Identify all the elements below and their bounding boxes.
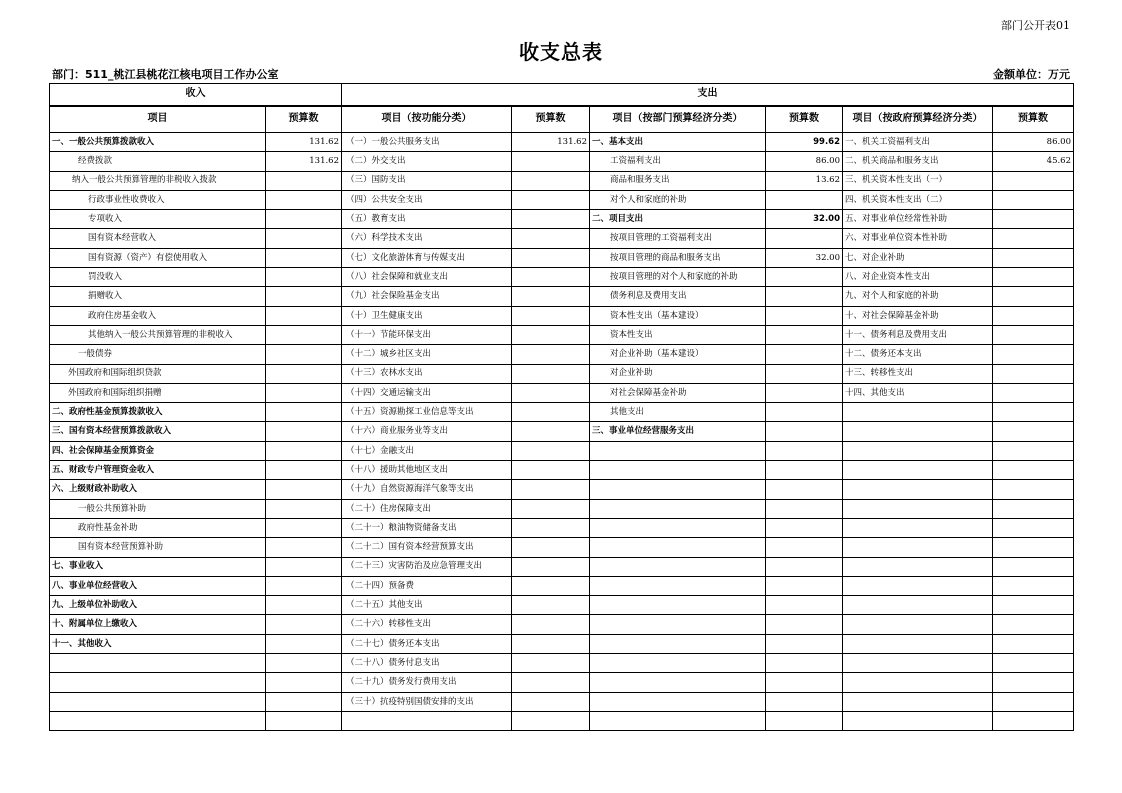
gov-econ-budget-cell (993, 210, 1074, 229)
income-budget-cell (266, 345, 342, 364)
dept-econ-item-cell: 对企业补助 (590, 364, 766, 383)
income-item-cell: 七、事业收入 (50, 557, 266, 576)
dept-econ-item-cell: 其他支出 (590, 403, 766, 422)
func-budget-cell (512, 190, 590, 209)
func-budget-cell (512, 596, 590, 615)
func-budget-cell (512, 403, 590, 422)
income-item-cell: 其他纳入一般公共预算管理的非税收入 (50, 325, 266, 344)
dept-econ-item-cell (590, 576, 766, 595)
dept-econ-item-cell (590, 673, 766, 692)
col-header-budget: 预算数 (512, 106, 590, 133)
gov-econ-budget-cell (993, 345, 1074, 364)
func-budget-cell (512, 461, 590, 480)
dept-econ-budget-cell (766, 364, 843, 383)
gov-econ-budget-cell (993, 538, 1074, 557)
func-item-cell: （九）社会保险基金支出 (342, 287, 512, 306)
gov-econ-budget-cell (993, 287, 1074, 306)
dept-econ-budget-cell (766, 190, 843, 209)
dept-econ-budget-cell (766, 692, 843, 711)
func-item-cell: （三）国防支出 (342, 171, 512, 190)
dept-econ-budget-cell (766, 538, 843, 557)
gov-econ-item-cell: 十三、转移性支出 (843, 364, 993, 383)
dept-econ-budget-cell (766, 422, 843, 441)
gov-econ-item-cell (843, 654, 993, 673)
income-item-cell (50, 692, 266, 711)
func-budget-cell (512, 576, 590, 595)
income-budget-cell (266, 480, 342, 499)
table-row (50, 152, 1074, 171)
dept-econ-budget-cell (766, 287, 843, 306)
gov-econ-budget-cell (993, 499, 1074, 518)
gov-econ-budget-cell (993, 596, 1074, 615)
table-row (50, 171, 1074, 190)
gov-econ-item-cell (843, 422, 993, 441)
dept-econ-item-cell: 按项目管理的工资福利支出 (590, 229, 766, 248)
func-item-cell: （十七）金融支出 (342, 441, 512, 460)
dept-econ-item-cell: 对个人和家庭的补助 (590, 190, 766, 209)
income-budget-cell (266, 711, 342, 730)
gov-econ-budget-cell (993, 461, 1074, 480)
col-header-item-dept-econ: 项目（按部门预算经济分类） (590, 106, 766, 133)
dept-econ-item-cell (590, 692, 766, 711)
table-row (50, 538, 1074, 557)
dept-econ-item-cell (590, 654, 766, 673)
income-item-cell (50, 673, 266, 692)
func-budget-cell (512, 615, 590, 634)
func-item-cell: （三十）抗疫特别国债安排的支出 (342, 692, 512, 711)
form-code: 部门公开表01 (1001, 19, 1070, 32)
gov-econ-item-cell: 四、机关资本性支出（二） (843, 190, 993, 209)
gov-econ-item-cell: 八、对企业资本性支出 (843, 268, 993, 287)
income-item-cell: 捐赠收入 (50, 287, 266, 306)
gov-econ-budget-cell (993, 248, 1074, 267)
dept-econ-item-cell (590, 596, 766, 615)
dept-econ-item-cell: 一、基本支出 (590, 133, 766, 152)
income-item-cell (50, 711, 266, 730)
expenditure-header: 支出 (342, 84, 1074, 106)
table-row (50, 441, 1074, 460)
dept-econ-budget-cell (766, 268, 843, 287)
table-row (50, 654, 1074, 673)
income-budget-cell (266, 538, 342, 557)
gov-econ-budget-cell (993, 557, 1074, 576)
income-item-cell: 四、社会保障基金预算资金 (50, 441, 266, 460)
dept-econ-item-cell (590, 461, 766, 480)
col-header-item-gov-econ: 项目（按政府预算经济分类） (843, 106, 993, 133)
func-budget-cell (512, 422, 590, 441)
income-item-cell: 经费拨款 (50, 152, 266, 171)
gov-econ-budget-cell (993, 518, 1074, 537)
gov-econ-budget-cell (993, 711, 1074, 730)
table-row (50, 287, 1074, 306)
dept-econ-item-cell: 对企业补助（基本建设） (590, 345, 766, 364)
dept-econ-budget-cell (766, 306, 843, 325)
income-item-cell: 国有资本经营预算补助 (50, 538, 266, 557)
income-budget-cell (266, 306, 342, 325)
budget-summary-table (49, 83, 1074, 731)
func-budget-cell (512, 229, 590, 248)
func-budget-cell (512, 248, 590, 267)
gov-econ-budget-cell (993, 576, 1074, 595)
header-row-columns (50, 106, 1074, 133)
income-budget-cell (266, 461, 342, 480)
dept-econ-item-cell: 对社会保障基金补助 (590, 383, 766, 402)
table-row (50, 248, 1074, 267)
func-budget-cell (512, 499, 590, 518)
func-item-cell: （十）卫生健康支出 (342, 306, 512, 325)
income-item-cell (50, 654, 266, 673)
gov-econ-budget-cell (993, 306, 1074, 325)
func-item-cell: （八）社会保障和就业支出 (342, 268, 512, 287)
dept-econ-item-cell: 资本性支出 (590, 325, 766, 344)
income-item-cell: 纳入一般公共预算管理的非税收入拨款 (50, 171, 266, 190)
func-item-cell: （十一）节能环保支出 (342, 325, 512, 344)
income-item-cell: 二、政府性基金预算拨款收入 (50, 403, 266, 422)
table-row (50, 364, 1074, 383)
gov-econ-budget-cell (993, 654, 1074, 673)
table-row (50, 325, 1074, 344)
dept-econ-budget-cell: 99.62 (766, 133, 843, 152)
func-budget-cell (512, 654, 590, 673)
gov-econ-budget-cell (993, 634, 1074, 653)
department-label: 部门：511_桃江县桃花江核电项目工作办公室 (52, 68, 279, 81)
dept-econ-item-cell: 三、事业单位经营服务支出 (590, 422, 766, 441)
func-item-cell: （七）文化旅游体育与传媒支出 (342, 248, 512, 267)
gov-econ-budget-cell (993, 441, 1074, 460)
income-item-cell: 六、上级财政补助收入 (50, 480, 266, 499)
gov-econ-item-cell (843, 557, 993, 576)
dept-econ-budget-cell (766, 615, 843, 634)
table-row (50, 403, 1074, 422)
func-budget-cell (512, 383, 590, 402)
func-budget-cell (512, 171, 590, 190)
dept-econ-item-cell: 按项目管理的商品和服务支出 (590, 248, 766, 267)
func-item-cell: （二十八）债务付息支出 (342, 654, 512, 673)
func-item-cell: （二十一）粮油物资储备支出 (342, 518, 512, 537)
gov-econ-item-cell (843, 518, 993, 537)
table-row (50, 229, 1074, 248)
dept-econ-budget-cell: 32.00 (766, 248, 843, 267)
dept-econ-budget-cell (766, 461, 843, 480)
gov-econ-item-cell (843, 538, 993, 557)
dept-econ-item-cell (590, 499, 766, 518)
dept-econ-budget-cell (766, 654, 843, 673)
income-budget-cell (266, 268, 342, 287)
func-item-cell: （二十五）其他支出 (342, 596, 512, 615)
income-item-cell: 五、财政专户管理资金收入 (50, 461, 266, 480)
gov-econ-item-cell (843, 615, 993, 634)
table-row (50, 383, 1074, 402)
gov-econ-item-cell: 一、机关工资福利支出 (843, 133, 993, 152)
gov-econ-item-cell (843, 480, 993, 499)
table-row (50, 190, 1074, 209)
func-budget-cell (512, 673, 590, 692)
gov-econ-item-cell (843, 441, 993, 460)
dept-econ-item-cell: 工资福利支出 (590, 152, 766, 171)
income-item-cell: 八、事业单位经营收入 (50, 576, 266, 595)
income-budget-cell (266, 171, 342, 190)
income-budget-cell (266, 596, 342, 615)
table-row (50, 634, 1074, 653)
dept-econ-budget-cell (766, 596, 843, 615)
func-item-cell: （十六）商业服务业等支出 (342, 422, 512, 441)
dept-econ-budget-cell: 32.00 (766, 210, 843, 229)
func-item-cell: （二十七）债务还本支出 (342, 634, 512, 653)
gov-econ-budget-cell (993, 403, 1074, 422)
func-budget-cell (512, 287, 590, 306)
table-row (50, 306, 1074, 325)
gov-econ-item-cell (843, 576, 993, 595)
dept-econ-budget-cell (766, 673, 843, 692)
income-budget-cell (266, 248, 342, 267)
income-item-cell: 外国政府和国际组织捐赠 (50, 383, 266, 402)
table-row (50, 557, 1074, 576)
dept-econ-budget-cell (766, 557, 843, 576)
col-header-budget: 预算数 (266, 106, 342, 133)
dept-econ-item-cell: 按项目管理的对个人和家庭的补助 (590, 268, 766, 287)
dept-econ-item-cell (590, 441, 766, 460)
col-header-item-func: 项目（按功能分类） (342, 106, 512, 133)
func-item-cell: （二十六）转移性支出 (342, 615, 512, 634)
income-item-cell: 一、一般公共预算拨款收入 (50, 133, 266, 152)
gov-econ-item-cell (843, 403, 993, 422)
gov-econ-budget-cell (993, 422, 1074, 441)
table-row (50, 422, 1074, 441)
func-budget-cell (512, 441, 590, 460)
income-budget-cell (266, 210, 342, 229)
func-item-cell: （二十四）预备费 (342, 576, 512, 595)
func-budget-cell (512, 711, 590, 730)
table-row (50, 499, 1074, 518)
table-row (50, 345, 1074, 364)
gov-econ-budget-cell (993, 325, 1074, 344)
income-header: 收入 (50, 84, 342, 106)
gov-econ-budget-cell: 86.00 (993, 133, 1074, 152)
gov-econ-item-cell: 九、对个人和家庭的补助 (843, 287, 993, 306)
gov-econ-budget-cell (993, 480, 1074, 499)
func-item-cell: （十五）资源勘探工业信息等支出 (342, 403, 512, 422)
gov-econ-item-cell: 十四、其他支出 (843, 383, 993, 402)
func-item-cell: （一）一般公共服务支出 (342, 133, 512, 152)
gov-econ-budget-cell (993, 268, 1074, 287)
dept-econ-item-cell (590, 634, 766, 653)
gov-econ-item-cell: 十二、债务还本支出 (843, 345, 993, 364)
income-budget-cell (266, 287, 342, 306)
income-budget-cell (266, 499, 342, 518)
func-item-cell: （二十二）国有资本经营预算支出 (342, 538, 512, 557)
table-row (50, 133, 1074, 152)
income-item-cell: 政府性基金补助 (50, 518, 266, 537)
col-header-budget: 预算数 (993, 106, 1074, 133)
income-item-cell: 专项收入 (50, 210, 266, 229)
table-row (50, 480, 1074, 499)
income-item-cell: 国有资源（资产）有偿使用收入 (50, 248, 266, 267)
gov-econ-budget-cell (993, 190, 1074, 209)
unit-label: 金额单位：万元 (993, 68, 1070, 81)
gov-econ-budget-cell (993, 364, 1074, 383)
dept-econ-item-cell (590, 538, 766, 557)
func-item-cell: （十九）自然资源海洋气象等支出 (342, 480, 512, 499)
table-row (50, 518, 1074, 537)
dept-econ-item-cell: 资本性支出（基本建设） (590, 306, 766, 325)
income-budget-cell (266, 615, 342, 634)
income-item-cell: 罚没收入 (50, 268, 266, 287)
func-item-cell: （二十）住房保障支出 (342, 499, 512, 518)
col-header-item: 项目 (50, 106, 266, 133)
table-row (50, 711, 1074, 730)
gov-econ-budget-cell (993, 383, 1074, 402)
income-item-cell: 三、国有资本经营预算拨款收入 (50, 422, 266, 441)
func-budget-cell: 131.62 (512, 133, 590, 152)
dept-econ-budget-cell (766, 499, 843, 518)
income-budget-cell (266, 692, 342, 711)
gov-econ-budget-cell (993, 692, 1074, 711)
gov-econ-item-cell (843, 596, 993, 615)
income-item-cell: 行政事业性收费收入 (50, 190, 266, 209)
gov-econ-item-cell (843, 692, 993, 711)
gov-econ-budget-cell (993, 171, 1074, 190)
table-row (50, 596, 1074, 615)
func-item-cell: （四）公共安全支出 (342, 190, 512, 209)
func-item-cell: （五）教育支出 (342, 210, 512, 229)
dept-econ-item-cell: 债务利息及费用支出 (590, 287, 766, 306)
gov-econ-item-cell: 二、机关商品和服务支出 (843, 152, 993, 171)
dept-econ-budget-cell (766, 480, 843, 499)
income-budget-cell (266, 403, 342, 422)
gov-econ-budget-cell (993, 615, 1074, 634)
income-budget-cell (266, 325, 342, 344)
func-budget-cell (512, 364, 590, 383)
func-item-cell: （十二）城乡社区支出 (342, 345, 512, 364)
func-item-cell: （六）科学技术支出 (342, 229, 512, 248)
income-item-cell: 十、附属单位上缴收入 (50, 615, 266, 634)
gov-econ-item-cell (843, 461, 993, 480)
income-item-cell: 一般公共预算补助 (50, 499, 266, 518)
dept-econ-item-cell (590, 518, 766, 537)
income-budget-cell (266, 654, 342, 673)
dept-econ-budget-cell (766, 325, 843, 344)
func-item-cell: （十八）援助其他地区支出 (342, 461, 512, 480)
dept-econ-item-cell (590, 480, 766, 499)
dept-econ-item-cell (590, 711, 766, 730)
dept-econ-item-cell: 商品和服务支出 (590, 171, 766, 190)
income-budget-cell (266, 190, 342, 209)
func-budget-cell (512, 345, 590, 364)
gov-econ-item-cell (843, 711, 993, 730)
income-budget-cell (266, 422, 342, 441)
table-row (50, 615, 1074, 634)
func-item-cell: （二十九）债务发行费用支出 (342, 673, 512, 692)
gov-econ-budget-cell (993, 229, 1074, 248)
income-budget-cell (266, 364, 342, 383)
dept-econ-item-cell: 二、项目支出 (590, 210, 766, 229)
gov-econ-item-cell: 五、对事业单位经常性补助 (843, 210, 993, 229)
income-budget-cell (266, 634, 342, 653)
dept-econ-budget-cell (766, 441, 843, 460)
income-budget-cell: 131.62 (266, 133, 342, 152)
dept-econ-budget-cell (766, 518, 843, 537)
dept-econ-budget-cell (766, 229, 843, 248)
gov-econ-budget-cell (993, 673, 1074, 692)
col-header-budget: 预算数 (766, 106, 843, 133)
dept-econ-budget-cell (766, 634, 843, 653)
income-item-cell: 国有资本经营收入 (50, 229, 266, 248)
func-budget-cell (512, 518, 590, 537)
income-item-cell: 政府住房基金收入 (50, 306, 266, 325)
gov-econ-item-cell: 七、对企业补助 (843, 248, 993, 267)
income-budget-cell: 131.62 (266, 152, 342, 171)
func-item-cell (342, 711, 512, 730)
table-row (50, 576, 1074, 595)
dept-econ-budget-cell: 86.00 (766, 152, 843, 171)
income-budget-cell (266, 557, 342, 576)
income-item-cell: 九、上级单位补助收入 (50, 596, 266, 615)
dept-econ-budget-cell (766, 711, 843, 730)
func-budget-cell (512, 692, 590, 711)
dept-econ-budget-cell (766, 345, 843, 364)
income-budget-cell (266, 383, 342, 402)
gov-econ-item-cell: 十、对社会保障基金补助 (843, 306, 993, 325)
func-budget-cell (512, 268, 590, 287)
dept-econ-item-cell (590, 615, 766, 634)
func-budget-cell (512, 325, 590, 344)
func-budget-cell (512, 557, 590, 576)
header-row-group (50, 84, 1074, 106)
func-budget-cell (512, 480, 590, 499)
dept-econ-budget-cell: 13.62 (766, 171, 843, 190)
income-item-cell: 十一、其他收入 (50, 634, 266, 653)
dept-econ-budget-cell (766, 403, 843, 422)
income-budget-cell (266, 576, 342, 595)
income-item-cell: 外国政府和国际组织贷款 (50, 364, 266, 383)
income-budget-cell (266, 518, 342, 537)
func-budget-cell (512, 152, 590, 171)
dept-econ-budget-cell (766, 383, 843, 402)
gov-econ-item-cell: 三、机关资本性支出（一） (843, 171, 993, 190)
func-item-cell: （十四）交通运输支出 (342, 383, 512, 402)
table-row (50, 210, 1074, 229)
gov-econ-budget-cell: 45.62 (993, 152, 1074, 171)
func-item-cell: （二）外交支出 (342, 152, 512, 171)
dept-econ-budget-cell (766, 576, 843, 595)
gov-econ-item-cell (843, 634, 993, 653)
income-item-cell: 一般债券 (50, 345, 266, 364)
func-budget-cell (512, 210, 590, 229)
income-budget-cell (266, 441, 342, 460)
func-budget-cell (512, 306, 590, 325)
func-item-cell: （十三）农林水支出 (342, 364, 512, 383)
income-budget-cell (266, 229, 342, 248)
dept-econ-item-cell (590, 557, 766, 576)
func-budget-cell (512, 538, 590, 557)
func-budget-cell (512, 634, 590, 653)
table-row (50, 461, 1074, 480)
table-row (50, 692, 1074, 711)
table-row (50, 673, 1074, 692)
income-budget-cell (266, 673, 342, 692)
page-title: 收支总表 (519, 40, 603, 64)
gov-econ-item-cell (843, 499, 993, 518)
gov-econ-item-cell (843, 673, 993, 692)
table-row (50, 268, 1074, 287)
gov-econ-item-cell: 十一、债务利息及费用支出 (843, 325, 993, 344)
gov-econ-item-cell: 六、对事业单位资本性补助 (843, 229, 993, 248)
func-item-cell: （二十三）灾害防治及应急管理支出 (342, 557, 512, 576)
